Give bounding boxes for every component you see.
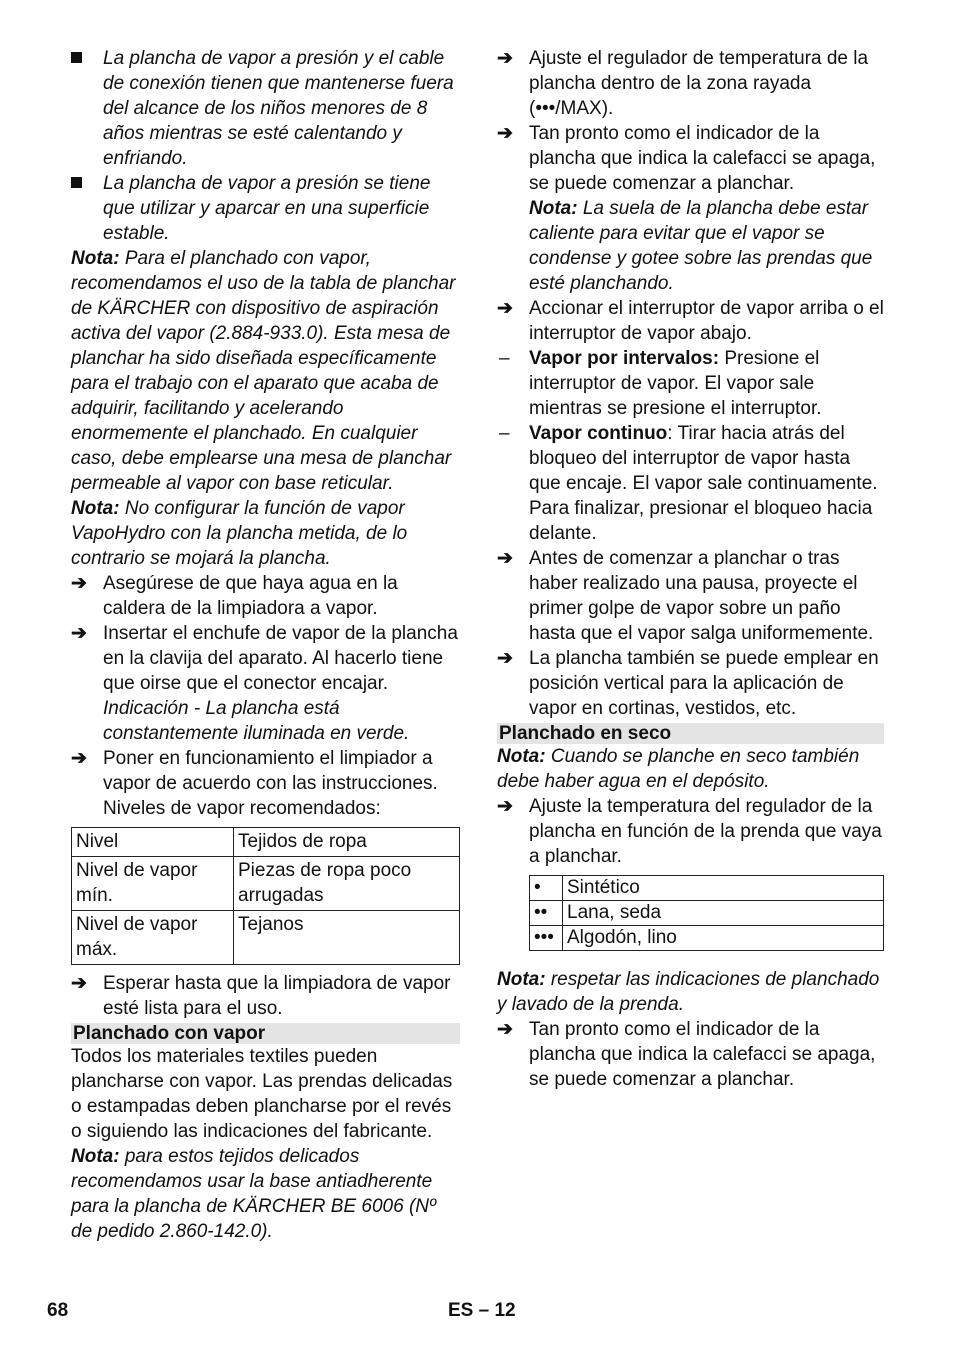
temperature-table [529, 875, 884, 951]
step-item: ➔ La plancha también se puede emplear en posición vertical para la aplicación de vapor en cortinas, vestidos, etc. [497, 648, 879, 719]
step-item: ➔ Esperar hasta que la limpiadora de vapor esté lista para el uso. [71, 973, 451, 1019]
bullet-item: La plancha de vapor a presión y el cable de conexión tienen que mantenerse fuera del alcance de los niños menores de 8 años mientras se esté calentando y enfriando. [71, 46, 460, 171]
arrow-right-icon: ➔ [497, 648, 513, 669]
body-paragraph: Todos los materiales textiles pueden plancharse con vapor. Las prendas delicadas o estampadas deben plancharse por el revés o siguiendo las indicaciones del fabricante. [71, 1046, 453, 1142]
arrow-right-icon: ➔ [71, 748, 87, 769]
section-label: ES – 12 [448, 1300, 516, 1321]
table-row: ••• Algodón, lino [530, 926, 884, 951]
square-bullet-icon [71, 177, 82, 188]
step-item: ➔ Tan pronto como el indicador de la plancha que indica la calefacci se apaga, se puede comenzar a planchar. [497, 1019, 876, 1090]
arrow-right-icon: ➔ [497, 48, 513, 69]
right-column [497, 46, 884, 1092]
table-row: Nivel de vapor máx. Tejanos [72, 911, 460, 965]
table-row: • Sintético [530, 876, 884, 901]
table-row: •• Lana, seda [530, 901, 884, 926]
note-paragraph: Nota: respetar las indicaciones de planchado y lavado de la prenda. [497, 969, 880, 1015]
arrow-right-icon: ➔ [497, 123, 513, 144]
dash-item: – Vapor por intervalos: Presione el interruptor de vapor. El vapor sale mientras se presione el interruptor. [499, 348, 822, 419]
step-item: ➔ Tan pronto como el indicador de la plancha que indica la calefacci se apaga, se puede comenzar a planchar. Nota: La suela de la plancha debe estar caliente para evitar que el vapor se condense y gotee sobre las prendas que esté planchando. [497, 123, 876, 294]
left-column [71, 46, 460, 1244]
step-item: ➔ Poner en funcionamiento el limpiador a vapor de acuerdo con las instrucciones. Niveles de vapor recomendados: [71, 748, 438, 819]
bullet-item: La plancha de vapor a presión se tiene que utilizar y aparcar en una superficie estable. [71, 171, 460, 246]
table-row: Nivel de vapor mín. Piezas de ropa poco arrugadas [72, 857, 460, 911]
arrow-right-icon: ➔ [71, 623, 87, 644]
arrow-right-icon: ➔ [497, 796, 513, 817]
step-item: ➔ Asegúrese de que haya agua en la caldera de la limpiadora a vapor. [71, 573, 398, 619]
dash-icon: – [499, 348, 510, 369]
steam-level-table [71, 827, 460, 965]
arrow-right-icon: ➔ [71, 573, 87, 594]
arrow-right-icon: ➔ [497, 298, 513, 319]
step-item: ➔ Ajuste la temperatura del regulador de la plancha en función de la prenda que vaya a planchar. [497, 796, 882, 867]
arrow-right-icon: ➔ [497, 548, 513, 569]
note-paragraph: Nota: No configurar la función de vapor VapoHydro con la plancha metida, de lo contrario se mojará la plancha. [71, 498, 408, 569]
arrow-right-icon: ➔ [497, 1019, 513, 1040]
step-item: ➔ Ajuste el regulador de temperatura de la plancha dentro de la zona rayada (•••/MAX). [497, 48, 869, 119]
note-paragraph: Nota: Cuando se planche en seco también debe haber agua en el depósito. [497, 746, 860, 792]
table-header-row: Nivel Tejidos de ropa [72, 828, 460, 857]
square-bullet-icon [71, 52, 82, 63]
arrow-right-icon: ➔ [71, 973, 87, 994]
step-item: ➔ Accionar el interruptor de vapor arriba o el interruptor de vapor abajo. [497, 298, 884, 344]
note-paragraph: Nota: Para el planchado con vapor, recomendamos el uso de la tabla de planchar de KÄRCHER con dispositivo de aspiración activa del vapor (2.884-933.0). Esta mesa de planchar ha sido diseñada específicamente para el trabajo con el aparato que acaba de adquirir, facilitando y acelerando enormemente el planchado. En cualquier caso, debe emplearse una mesa de planchar permeable al vapor con base reticular. [71, 248, 456, 494]
step-item: ➔ Insertar el enchufe de vapor de la plancha en la clavija del aparato. Al hacerlo tiene que oirse que el conector encajar. Indicación - La plancha está constantemente iluminada en verde. [71, 623, 458, 744]
page-number: 68 [47, 1300, 69, 1321]
note-paragraph: Nota: para estos tejidos delicados recomendamos usar la base antiadherente para la plancha de KÄRCHER BE 6006 (Nº de pedido 2.860-142.0). [71, 1146, 436, 1242]
section-heading: Planchado en seco [497, 723, 884, 744]
dash-icon: – [499, 423, 510, 444]
section-heading: Planchado con vapor [71, 1023, 460, 1044]
dash-item: – Vapor continuo: Tirar hacia atrás del bloqueo del interruptor de vapor hasta que encaje. El vapor sale continuamente. Para finalizar, presionar el bloqueo hacia delante. [499, 423, 878, 544]
step-item: ➔ Antes de comenzar a planchar o tras haber realizado una pausa, proyecte el primer golpe de vapor sobre un paño hasta que el vapor salga uniformemente. [497, 548, 874, 644]
